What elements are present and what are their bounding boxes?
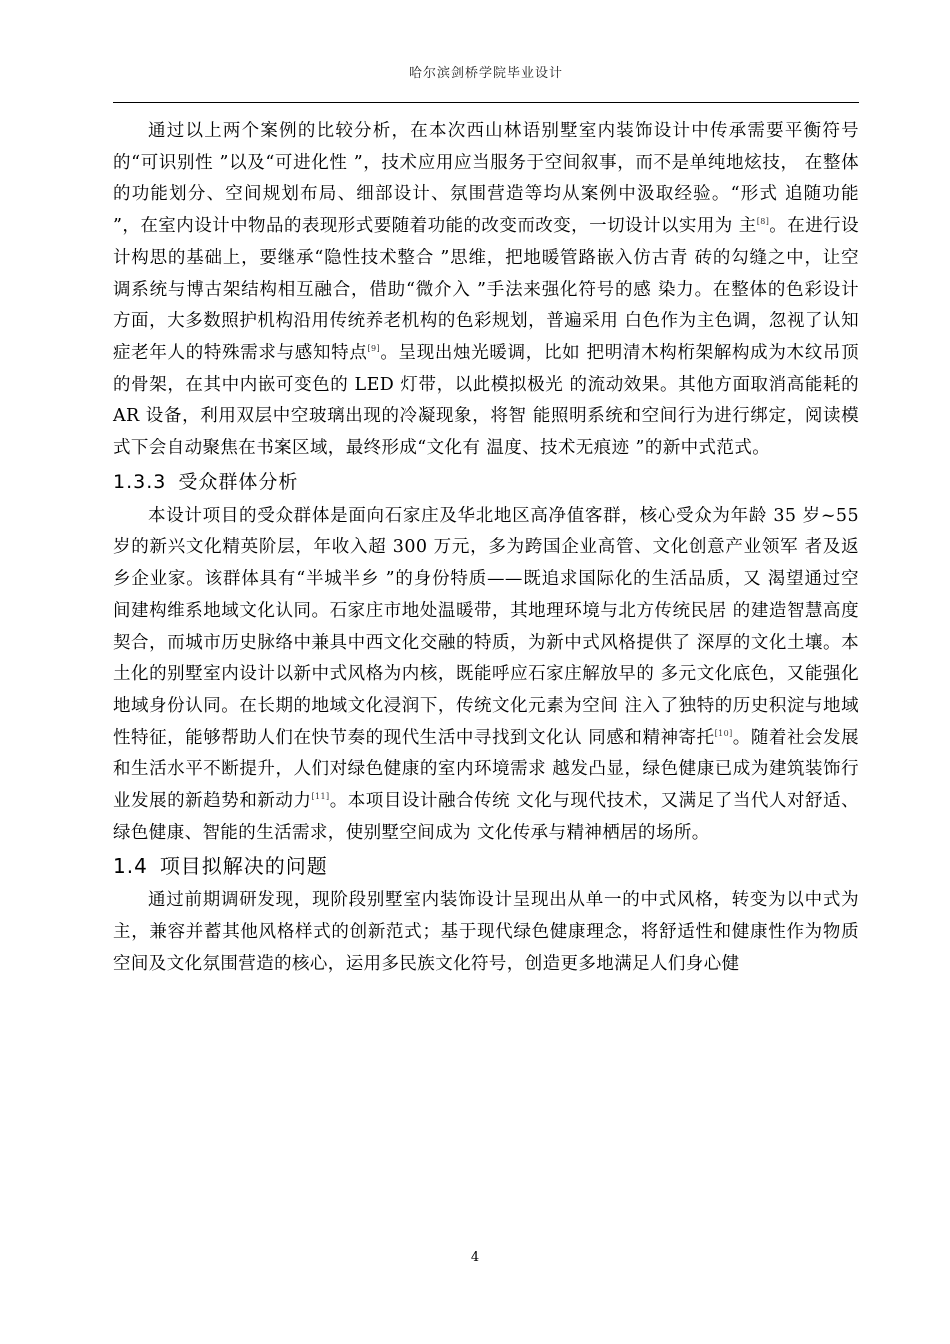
page-header: 哈尔滨剑桥学院毕业设计	[408, 66, 563, 81]
paragraph-text: 本设计项目的受众群体是面向石家庄及华北地区高净值客群，核心受众为年龄 35 岁~55 岁的新兴文化精英阶层，年收入超 300 万元，多为跨国企业高管、文化创意产业领军 者及返乡企业家。该群体具有“半城半乡 ”的身份特质——既追求国际化的生活品质，又 渴望通过空间建构维系地域文化认同。石家庄市地处温暖带，其地理环境与北方传统民居 的建造智慧高度契合，而城市历史脉络中兼具中西文化交融的特质，为新中式风格提供了 深厚的文化土壤。本土化的别墅室内设计以新中式风格为内核，既能呼应石家庄解放早的 多元文化底色，又能强化地域身份认同。在长期的地域文化浸润下，传统文化元素为空间 注入了独特的历史积淀与地域性特征，能够帮助人们在快节奏的现代生活中寻找到文化认 同感和精神寄托	[113, 505, 859, 748]
citation-ref: [8]	[756, 217, 770, 227]
page-number: 4	[470, 1250, 480, 1265]
section-number: 1.3.3	[113, 470, 167, 493]
paragraph-text: 。本项目设计融合传统 文化与现代技术，又满足了当代人对舒适、绿色健康、智能的生活需求，使别墅空间成为 文化传承与精神栖居的场所。	[113, 791, 859, 843]
paragraph-text: 。呈现出烛光暖调，比如 把明清木构桁架解构成为木纹吊顶的骨架，在其中内嵌可变色的 LED 灯带，以此模拟极光 的流动效果。其他方面取消高能耗的 AR 设备，利用双层中空玻璃出现的冷凝现象，将智 能照明系统和空间行为进行绑定，阅读模式下会自动聚焦在书案区域，最终形成“文化有 温度、技术无痕迹 ”的新中式范式。	[113, 342, 859, 459]
citation-ref: [10]	[714, 728, 733, 738]
section-number: 1.4	[113, 854, 148, 879]
paragraph-problems	[113, 885, 859, 980]
paragraph-text: 。随着社会发展和生活水平不断提升，人们对绿色健康的室内环境需求 越发凸显，绿色健康已成为建筑装饰行业发展的新趋势和新动力	[113, 727, 859, 812]
page-content	[113, 116, 859, 981]
header-divider	[113, 102, 859, 103]
citation-ref: [11]	[311, 792, 330, 802]
section-title: 受众群体分析	[178, 470, 299, 493]
paragraph-text: 。在进行设计构思的基础上，要继承“隐性技术整合 ”思维，把地暖管路嵌入仿古青 砖的勾缝之中，让空调系统与博古架结构相互融合，借助“微介入 ”手法来强化符号的感 染力。在整体的色彩设计方面，大多数照护机构沿用传统养老机构的色彩规划，普遍采用 白色作为主色调，忽视了认知症老年人的特殊需求与感知特点	[113, 216, 860, 363]
section-heading-audience	[113, 467, 859, 497]
paragraph-case-analysis	[113, 116, 859, 465]
paragraph-audience	[113, 501, 859, 850]
section-title: 项目拟解决的问题	[159, 854, 328, 879]
paragraph-text: 通过前期调研发现，现阶段别墅室内装饰设计呈现出从单一的中式风格，转变为以中式为主，兼容并蓄其他风格样式的创新范式；基于现代绿色健康理念，将舒适性和健康性作为物质空间及文化氛围营造的核心，运用多民族文化符号，创造更多地满足人们身心健	[113, 890, 859, 974]
section-heading-problems	[113, 851, 859, 881]
citation-ref: [9]	[367, 344, 381, 354]
paragraph-text: 通过以上两个案例的比较分析，在本次西山林语别墅室内装饰设计中传承需要平衡符号的“可识别性 ”以及“可进化性 ”，技术应用应当服务于空间叙事，而不是单纯地炫技， 在整体的功能划分、空间规划布局、细部设计、氛围营造等均从案例中汲取经验。“形式 追随功能 ”，在室内设计中物品的表现形式要随着功能的改变而改变，一切设计以实用为 主	[113, 121, 859, 237]
